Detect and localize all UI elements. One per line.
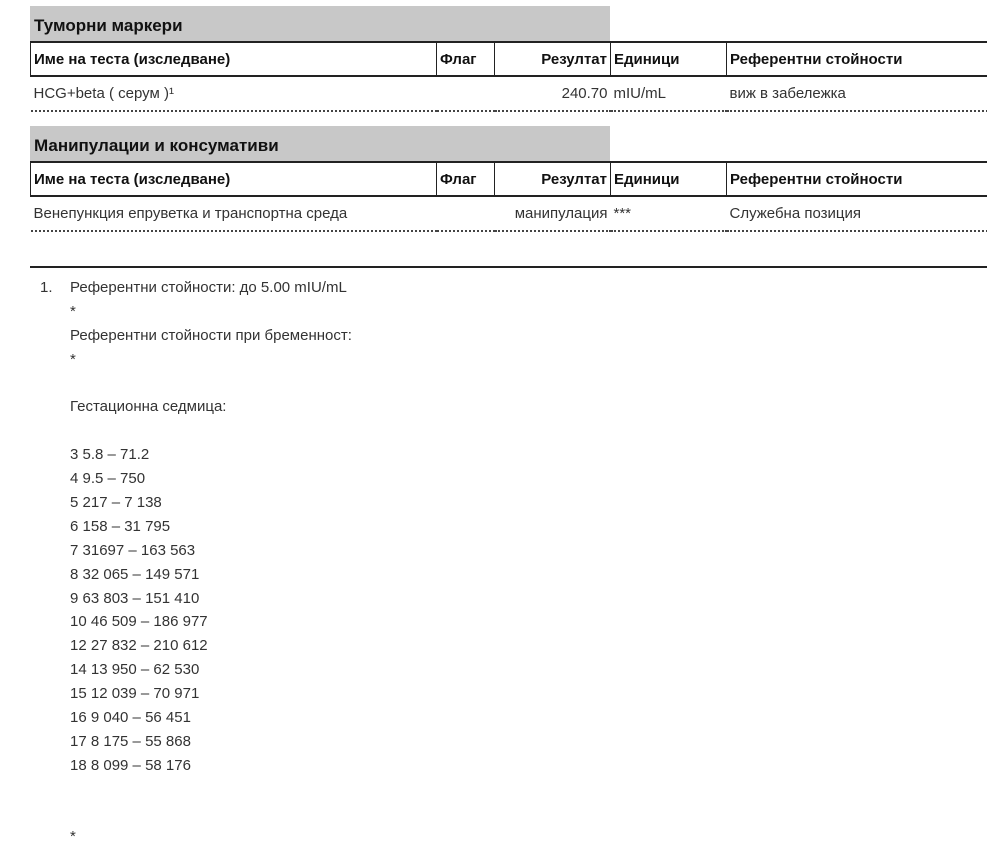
column-header-flag: Флаг [437, 162, 495, 196]
column-header-result: Резултат [495, 162, 611, 196]
footnote-line: 18 8 099 – 58 176 [70, 754, 352, 778]
footnote-line: 9 63 803 – 151 410 [70, 587, 352, 611]
footnote-line: Референтни стойности при бременност: [70, 324, 352, 348]
section-title: Туморни маркери [30, 6, 610, 41]
results-table [30, 161, 987, 232]
section-tumor-markers [30, 6, 987, 112]
footnote-line [70, 372, 352, 396]
footnote-line: 3 5.8 – 71.2 [70, 443, 352, 467]
footnote-line: 14 13 950 – 62 530 [70, 658, 352, 682]
test-reference: Служебна позиция [727, 196, 987, 231]
test-flag [437, 196, 495, 231]
test-units: *** [611, 196, 727, 231]
footnotes [40, 276, 352, 849]
test-result: манипулация [495, 196, 611, 231]
table-row [31, 76, 987, 111]
footnote-line: Референтни стойности: до 5.00 mIU/mL [70, 276, 352, 300]
column-header-reference: Референтни стойности [727, 162, 987, 196]
footnote-line: 16 9 040 – 56 451 [70, 706, 352, 730]
footnote-line: 10 46 509 – 186 977 [70, 610, 352, 634]
footnote-line: 6 158 – 31 795 [70, 515, 352, 539]
footnote-line: * [70, 300, 352, 324]
footnote-line: 8 32 065 – 149 571 [70, 563, 352, 587]
footnote-line [70, 778, 352, 802]
footnote-line: 5 217 – 7 138 [70, 491, 352, 515]
column-header-units: Единици [611, 42, 727, 76]
footnote-line: Гестационна седмица: [70, 395, 352, 419]
table-header-row [31, 162, 987, 196]
column-header-result: Резултат [495, 42, 611, 76]
column-header-reference: Референтни стойности [727, 42, 987, 76]
footnote-body [70, 276, 352, 849]
footnote-line: 7 31697 – 163 563 [70, 539, 352, 563]
test-name: Венепункция епруветка и транспортна среда [31, 196, 437, 231]
table-header-row [31, 42, 987, 76]
footnote-line: 4 9.5 – 750 [70, 467, 352, 491]
test-name: HCG+beta ( серум )¹ [31, 76, 437, 111]
results-table [30, 41, 987, 112]
test-result: 240.70 [495, 76, 611, 111]
footnote-line: 15 12 039 – 70 971 [70, 682, 352, 706]
section-manipulations [30, 126, 987, 232]
test-flag [437, 76, 495, 111]
column-header-name: Име на теста (изследване) [31, 42, 437, 76]
column-header-flag: Флаг [437, 42, 495, 76]
notes-divider [30, 266, 987, 268]
footnote-line: 12 27 832 – 210 612 [70, 634, 352, 658]
footnote-line: 17 8 175 – 55 868 [70, 730, 352, 754]
test-reference: виж в забележка [727, 76, 987, 111]
footnote-line: * [70, 825, 352, 849]
test-units: mIU/mL [611, 76, 727, 111]
footnote-number: 1. [40, 276, 53, 300]
footnote-line: * [70, 348, 352, 372]
column-header-units: Единици [611, 162, 727, 196]
section-title: Манипулации и консумативи [30, 126, 610, 161]
footnote-line [70, 802, 352, 826]
table-row [31, 196, 987, 231]
footnote-line [70, 419, 352, 443]
column-header-name: Име на теста (изследване) [31, 162, 437, 196]
